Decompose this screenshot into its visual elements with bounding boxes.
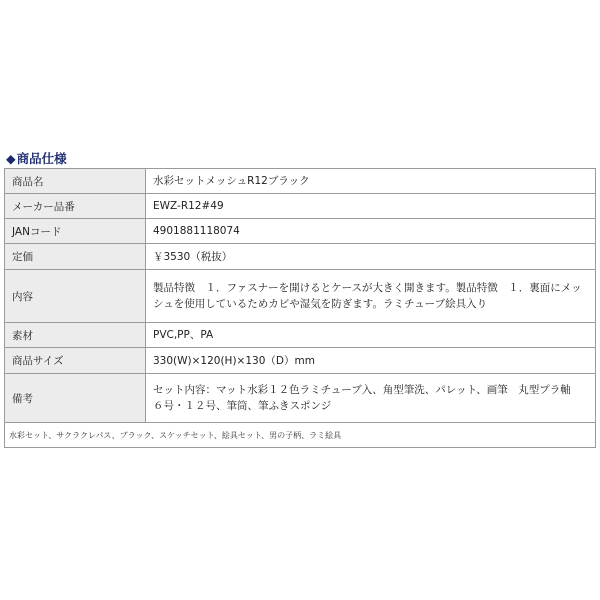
spec-row-notes — [5, 374, 596, 423]
spec-label: 商品サイズ — [5, 348, 146, 374]
spec-label: 定価 — [5, 244, 146, 270]
spec-label: 素材 — [5, 323, 146, 348]
spec-value: 330(W)×120(H)×130（D）mm — [146, 348, 596, 374]
spec-value: セット内容：マット水彩１２色ラミチューブ入、角型筆洗、パレット、画筆 丸型プラ軸 ６号・１２号、筆筒、筆ふきスポンジ — [146, 374, 596, 423]
spec-row-list-price — [5, 244, 596, 270]
spec-value: EWZ-R12#49 — [146, 194, 596, 219]
spec-table — [4, 168, 596, 448]
spec-value: 製品特徴 １．ファスナーを開けるとケースが大きく開きます。製品特徴 １．裏面にメッシュを使用しているためカビや湿気を防ぎます。ラミチューブ絵具入り — [146, 270, 596, 323]
spec-row-material — [5, 323, 596, 348]
spec-label: 商品名 — [5, 169, 146, 194]
spec-row-product-name — [5, 169, 596, 194]
spec-value: ￥3530（税抜） — [146, 244, 596, 270]
spec-row-maker-code — [5, 194, 596, 219]
spec-row-contents — [5, 270, 596, 323]
spec-row-size — [5, 348, 596, 374]
spec-row-jan-code — [5, 219, 596, 244]
section-heading — [4, 150, 596, 168]
tag-keywords: 水彩セット、サクラクレパス、ブラック、スケッチセット、絵具セット、男の子柄、ラミ絵具 — [5, 423, 596, 448]
spec-row-tags — [5, 423, 596, 448]
diamond-bullet-icon: ◆ — [6, 151, 16, 166]
spec-value: 水彩セットメッシュR12ブラック — [146, 169, 596, 194]
spec-value: 4901881118074 — [146, 219, 596, 244]
spec-value: PVC,PP、PA — [146, 323, 596, 348]
spec-label: メーカー品番 — [5, 194, 146, 219]
section-title: 商品仕様 — [16, 151, 67, 166]
spec-label: 内容 — [5, 270, 146, 323]
product-spec-section — [4, 150, 596, 448]
spec-label: JANコード — [5, 219, 146, 244]
spec-label: 備考 — [5, 374, 146, 423]
